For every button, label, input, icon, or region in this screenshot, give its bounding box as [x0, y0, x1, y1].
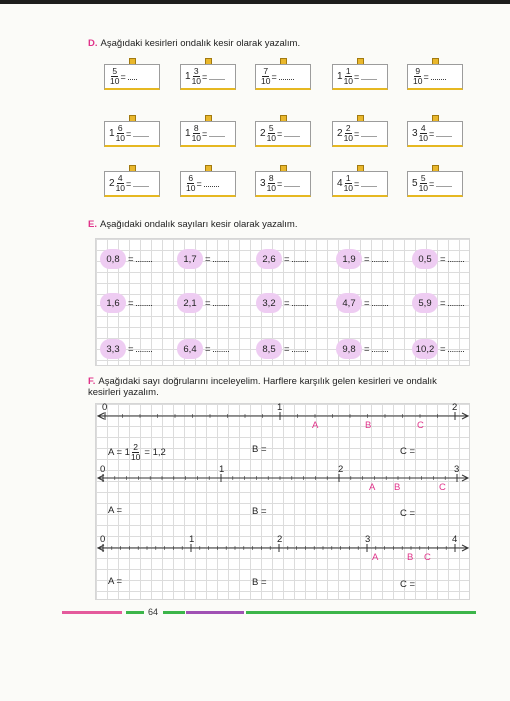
- fraction: [344, 67, 353, 86]
- fraction: [116, 174, 125, 193]
- denominator: 10: [413, 76, 423, 86]
- decimal-item: [256, 249, 308, 269]
- fraction-sign: [330, 58, 390, 91]
- fraction-sign: [405, 58, 465, 91]
- fraction-expression: [109, 67, 137, 86]
- answer-blank: = ........: [196, 178, 220, 189]
- answer-c: C =: [400, 508, 416, 519]
- fraction: [192, 124, 201, 143]
- whole-number: 1: [109, 128, 115, 139]
- answer-blank: = ........: [440, 253, 465, 265]
- answer-b: B =: [252, 577, 267, 588]
- fraction-expression: [260, 174, 300, 193]
- tick-label: 2: [452, 402, 458, 413]
- answer-blank: = ........: [440, 297, 465, 309]
- decimal-item: [100, 293, 152, 313]
- fraction-sign: [178, 165, 238, 198]
- tick-label: 3: [365, 534, 371, 545]
- fraction-sign: [102, 58, 162, 91]
- whole-number: 1: [185, 71, 191, 82]
- section-d-letter: D.: [88, 38, 98, 49]
- point-letter: C: [424, 552, 431, 563]
- fraction-sign: [330, 165, 390, 198]
- fraction-expression: [260, 67, 294, 86]
- whole-number: 4: [337, 178, 343, 189]
- decimal-item: [412, 339, 464, 359]
- denominator: 10: [110, 76, 120, 86]
- sign-board: [255, 64, 311, 90]
- denominator: 10: [261, 76, 271, 86]
- numerator: 4: [117, 173, 123, 183]
- decimal-bubble: 3,3: [100, 339, 126, 359]
- decimal-item: [177, 339, 229, 359]
- sign-board: [180, 64, 236, 90]
- fraction-expression: [412, 174, 452, 193]
- section-f-letter: F.: [88, 376, 96, 387]
- fraction-sign: [102, 165, 162, 198]
- fraction-sign: [178, 115, 238, 148]
- numerator: 1: [345, 173, 351, 183]
- answer-blank: = .....: [120, 71, 138, 82]
- decimal-item: [256, 293, 308, 313]
- decimal-bubble: 1,9: [336, 249, 362, 269]
- answer-blank: = ........: [429, 178, 452, 189]
- decimal-bubble: 8,5: [256, 339, 282, 359]
- denominator: 10: [418, 183, 429, 193]
- denominator: 10: [186, 183, 196, 193]
- numerator: 8: [268, 173, 274, 183]
- fraction: [267, 124, 276, 143]
- whole-number: 3: [412, 128, 418, 139]
- answer-b: B =: [252, 506, 267, 517]
- tick-label: 0: [100, 464, 106, 475]
- answer-a-prefix: A =: [108, 505, 122, 516]
- point-letter: A: [369, 482, 376, 493]
- decimal-item: [177, 293, 229, 313]
- top-border: [0, 0, 510, 4]
- answer-a: [108, 576, 122, 587]
- decimal-bubble: 2,6: [256, 249, 282, 269]
- decimal-item: [336, 249, 388, 269]
- section-d-title: [88, 38, 300, 49]
- fraction-expression: [109, 174, 149, 193]
- point-letter: B: [407, 552, 414, 563]
- tick-label: 1: [277, 402, 283, 413]
- answer-blank: = ........: [429, 128, 452, 139]
- fraction-sign: [253, 165, 313, 198]
- numerator: 4: [420, 123, 426, 133]
- fraction-expression: [412, 67, 446, 86]
- numerator: 1: [345, 66, 351, 76]
- fraction-sign: [330, 115, 390, 148]
- answer-blank: = ........: [284, 343, 309, 355]
- answer-blank: = ........: [126, 128, 149, 139]
- answer-blank: = ........: [354, 128, 377, 139]
- answer-blank: = ........: [277, 178, 300, 189]
- decimal-item: [100, 249, 152, 269]
- sign-board: [255, 171, 311, 197]
- answer-blank: = ........: [202, 71, 225, 82]
- denominator: 10: [130, 452, 141, 462]
- section-e-instruction: Aşağıdaki ondalık sayıları kesir olarak yazalım.: [99, 219, 298, 230]
- tick-label: 0: [102, 402, 108, 413]
- denominator: 10: [191, 133, 202, 143]
- answer-blank: = ........: [354, 178, 377, 189]
- fraction: [344, 174, 353, 193]
- sign-board: [104, 121, 160, 147]
- decimal-bubble: 2,1: [177, 293, 203, 313]
- tick-label: 3: [454, 464, 460, 475]
- decimal-item: [412, 249, 464, 269]
- fraction-sign: [405, 115, 465, 148]
- sign-board: [407, 64, 463, 90]
- answer-a: [108, 443, 166, 462]
- fraction: [110, 67, 119, 86]
- fraction: [116, 124, 125, 143]
- decimal-bubble: 1,6: [100, 293, 126, 313]
- decimal-bubble: 6,4: [177, 339, 203, 359]
- section-f-title: [88, 376, 488, 398]
- tick-label: 4: [452, 534, 458, 545]
- decimal-bubble: 1,7: [177, 249, 203, 269]
- point-letter: C: [439, 482, 446, 493]
- point-letter: C: [417, 420, 424, 431]
- answer-blank: = ........: [126, 178, 149, 189]
- answer-c: C =: [400, 579, 416, 590]
- answer-blank: = ........: [205, 343, 230, 355]
- denominator: 10: [266, 133, 277, 143]
- answer-blank: = ........: [271, 71, 295, 82]
- denominator: 10: [115, 133, 126, 143]
- sign-board: [332, 64, 388, 90]
- answer-blank: = ........: [364, 297, 389, 309]
- denominator: 10: [191, 76, 202, 86]
- answer-blank: = ........: [128, 297, 153, 309]
- denominator: 10: [418, 133, 429, 143]
- point-letter: A: [312, 420, 319, 431]
- numerator: 5: [268, 123, 274, 133]
- decimal-item: [177, 249, 229, 269]
- decimal-item: [336, 293, 388, 313]
- sign-board: [255, 121, 311, 147]
- fraction-expression: [109, 124, 149, 143]
- footer-line-green-mid: [163, 611, 185, 614]
- answer-blank: = ........: [205, 297, 230, 309]
- whole-number: 1: [185, 128, 191, 139]
- point-letter: B: [365, 420, 372, 431]
- sign-board: [407, 171, 463, 197]
- sign-board: [104, 171, 160, 197]
- tick-label: 1: [189, 534, 195, 545]
- fraction: [192, 67, 201, 86]
- answer-blank: = ........: [128, 343, 153, 355]
- decimal-bubble: 0,5: [412, 249, 438, 269]
- fraction: [267, 174, 276, 193]
- numerator: 8: [193, 123, 199, 133]
- fraction-sign: [253, 58, 313, 91]
- fraction-expression: [185, 124, 225, 143]
- denominator: 10: [115, 183, 126, 193]
- footer-line-green-right: [246, 611, 476, 614]
- answer-blank: = ........: [284, 297, 309, 309]
- denominator: 10: [343, 76, 354, 86]
- answer-blank: = ........: [205, 253, 230, 265]
- numerator: 6: [188, 173, 194, 183]
- footer-line-green-left: [126, 611, 144, 614]
- decimal-bubble: 10,2: [412, 339, 438, 359]
- decimal-bubble: 3,2: [256, 293, 282, 313]
- decimal-bubble: 9,8: [336, 339, 362, 359]
- fraction-expression: [185, 174, 219, 193]
- whole-number: 2: [260, 128, 266, 139]
- point-letter: A: [372, 552, 379, 563]
- section-f-instruction-2: kesirleri yazalım.: [88, 387, 159, 398]
- footer-line-purple: [186, 611, 244, 614]
- fraction-expression: [337, 174, 377, 193]
- sign-board: [332, 171, 388, 197]
- numerator: 3: [193, 66, 199, 76]
- section-f-grid: [95, 403, 470, 600]
- denominator: 10: [266, 183, 277, 193]
- fraction-sign: [178, 58, 238, 91]
- sign-board: [332, 121, 388, 147]
- section-f-instruction-1: Aşağıdaki sayı doğrularını inceleyelim. Harflere karşılık gelen kesirleri ve ondalık: [98, 376, 437, 387]
- answer-a-prefix: A =: [108, 576, 122, 587]
- fraction-expression: [337, 67, 377, 86]
- fraction-sign: [253, 115, 313, 148]
- tick-label: 2: [277, 534, 283, 545]
- section-e-letter: E.: [88, 219, 97, 230]
- fraction: [419, 174, 428, 193]
- sign-board: [180, 121, 236, 147]
- answer-blank: = ........: [354, 71, 377, 82]
- denominator: 10: [343, 183, 354, 193]
- fraction-expression: [260, 124, 300, 143]
- denominator: 10: [343, 133, 354, 143]
- footer-line-pink: [62, 611, 122, 614]
- fraction-expression: [185, 67, 225, 86]
- tick-label: 2: [338, 464, 344, 475]
- numerator: 7: [263, 66, 269, 76]
- decimal-item: [336, 339, 388, 359]
- whole-number: 1: [337, 71, 343, 82]
- fraction: [186, 174, 195, 193]
- numerator: 5: [112, 66, 118, 76]
- whole-number: 5: [412, 178, 418, 189]
- sign-board: [180, 171, 236, 197]
- answer-blank: = ........: [128, 253, 153, 265]
- fraction-sign: [405, 165, 465, 198]
- answer-a: [108, 505, 122, 516]
- tick-label: 1: [219, 464, 225, 475]
- section-e-title: [88, 219, 297, 230]
- answer-a-fraction: [131, 443, 140, 462]
- answer-a-prefix: A = 1: [108, 447, 130, 458]
- numerator: 9: [415, 66, 421, 76]
- answer-blank: = ........: [440, 343, 465, 355]
- answer-blank: = ........: [284, 253, 309, 265]
- fraction: [419, 124, 428, 143]
- fraction: [344, 124, 353, 143]
- whole-number: 3: [260, 178, 266, 189]
- decimal-item: [256, 339, 308, 359]
- answer-blank: = ........: [277, 128, 300, 139]
- answer-blank: = ........: [423, 71, 447, 82]
- fraction-expression: [337, 124, 377, 143]
- fraction-sign: [102, 115, 162, 148]
- decimal-item: [412, 293, 464, 313]
- answer-b: B =: [252, 444, 267, 455]
- decimal-bubble: 5,9: [412, 293, 438, 313]
- numerator: 2: [345, 123, 351, 133]
- tick-label: 0: [100, 534, 106, 545]
- fraction-expression: [412, 124, 452, 143]
- decimal-item: [100, 339, 152, 359]
- answer-a-suffix: = 1,2: [144, 447, 166, 458]
- numerator: 5: [420, 173, 426, 183]
- page-number: 64: [148, 607, 159, 617]
- fraction: [261, 67, 270, 86]
- answer-blank: = ........: [202, 128, 225, 139]
- numerator: 2: [133, 442, 139, 452]
- answer-c: C =: [400, 446, 416, 457]
- numerator: 6: [117, 123, 123, 133]
- point-letter: B: [394, 482, 401, 493]
- answer-blank: = ........: [364, 343, 389, 355]
- answer-blank: = ........: [364, 253, 389, 265]
- sign-board: [104, 64, 160, 90]
- sign-board: [407, 121, 463, 147]
- whole-number: 2: [109, 178, 115, 189]
- fraction: [413, 67, 422, 86]
- decimal-bubble: 0,8: [100, 249, 126, 269]
- decimal-bubble: 4,7: [336, 293, 362, 313]
- section-d-instruction: Aşağıdaki kesirleri ondalık kesir olarak yazalım.: [100, 38, 301, 49]
- whole-number: 2: [337, 128, 343, 139]
